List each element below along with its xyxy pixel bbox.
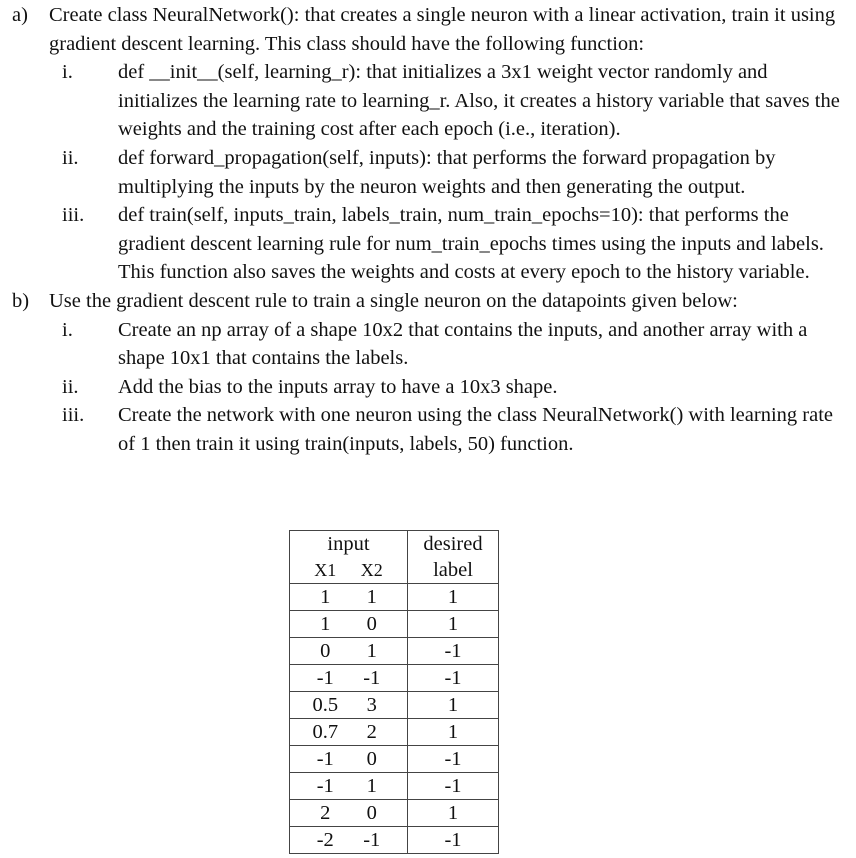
- label-value: 1: [408, 800, 499, 827]
- section-a-item-2: [0, 144, 856, 201]
- x1-value: -2: [316, 829, 334, 851]
- table-subheader-row: [290, 557, 499, 584]
- input-cell: [290, 773, 408, 800]
- label-value: 1: [408, 692, 499, 719]
- label-value: -1: [408, 773, 499, 800]
- item-text: Create the network with one neuron using the class NeuralNetwork() with learning rate of 1 then train it using train(inputs, labels, 50) function.: [118, 404, 833, 455]
- label-value: 1: [408, 611, 499, 638]
- section-b-item-1: [0, 316, 856, 373]
- header-x2: X2: [360, 560, 383, 580]
- item-marker: ii.: [62, 375, 79, 398]
- item-marker: i.: [62, 318, 73, 341]
- section-b-text: Use the gradient descent rule to train a single neuron on the datapoints given below:: [49, 289, 738, 312]
- x1-value: -1: [316, 775, 334, 797]
- x1-value: -1: [316, 667, 334, 689]
- x2-value: -1: [363, 667, 381, 689]
- item-text: def __init__(self, learning_r): that initializes a 3x1 weight vector randomly and initializes the learning rate to learning_r. Also, it creates a history variable that saves the weights and the training cost after each epoch (i.e., iteration).: [118, 61, 840, 141]
- table-row: [290, 638, 499, 665]
- section-a-marker: a): [12, 4, 28, 26]
- table-row: [290, 611, 499, 638]
- table-row: [290, 827, 499, 854]
- x2-value: 2: [366, 721, 377, 743]
- x2-value: 1: [366, 586, 377, 608]
- document: [0, 1, 856, 459]
- table-row: [290, 746, 499, 773]
- label-value: -1: [408, 827, 499, 854]
- x1-value: 0.5: [312, 694, 339, 716]
- input-cell: [290, 665, 408, 692]
- item-text: Add the bias to the inputs array to have a 10x3 shape.: [118, 375, 558, 398]
- table-body: [290, 584, 499, 854]
- table-row: [290, 665, 499, 692]
- section-b-marker: b): [12, 289, 30, 312]
- datapoints-table-wrap: [289, 530, 499, 854]
- label-value: -1: [408, 746, 499, 773]
- x2-value: 1: [366, 775, 377, 797]
- table-row: [290, 773, 499, 800]
- input-cell: [290, 719, 408, 746]
- input-cell: [290, 611, 408, 638]
- x1-value: 2: [320, 802, 331, 824]
- table-header-row: [290, 531, 499, 558]
- x2-value: 0: [366, 802, 377, 824]
- section-a-item-3: [0, 201, 856, 287]
- table-row: [290, 584, 499, 611]
- x1-value: 1: [320, 613, 331, 635]
- x2-value: 3: [366, 694, 377, 716]
- section-b-item-2: [0, 373, 856, 402]
- input-cell: [290, 638, 408, 665]
- table-row: [290, 800, 499, 827]
- header-x-cell: [290, 557, 408, 584]
- header-desired: desired: [408, 531, 499, 558]
- x1-value: 0.7: [312, 721, 339, 743]
- x2-value: -1: [363, 829, 381, 851]
- label-value: 1: [408, 719, 499, 746]
- header-label: label: [408, 557, 499, 584]
- input-cell: [290, 827, 408, 854]
- item-marker: i.: [62, 61, 73, 84]
- section-a-text: Create class NeuralNetwork(): that creates a single neuron with a linear activation, train it using gradient descent learning. This class should have the following function:: [49, 4, 836, 55]
- item-marker: iii.: [62, 204, 85, 227]
- item-text: def train(self, inputs_train, labels_train, num_train_epochs=10): that performs the gradient descent learning rule for num_train_epochs times using the inputs and labels. This function also saves the weights and costs at every epoch to the history variable.: [118, 204, 824, 284]
- x2-value: 0: [366, 748, 377, 770]
- section-b-item-3: [0, 401, 856, 458]
- x1-value: 0: [320, 640, 331, 662]
- input-cell: [290, 800, 408, 827]
- header-input: input: [290, 531, 408, 558]
- table-row: [290, 719, 499, 746]
- item-marker: ii.: [62, 146, 79, 169]
- table-row: [290, 692, 499, 719]
- section-b: [0, 287, 856, 316]
- section-a: [0, 1, 856, 58]
- item-marker: iii.: [62, 404, 85, 427]
- x2-value: 1: [366, 640, 377, 662]
- input-cell: [290, 584, 408, 611]
- x2-value: 0: [366, 613, 377, 635]
- input-cell: [290, 746, 408, 773]
- header-x1: X1: [314, 560, 337, 580]
- label-value: -1: [408, 665, 499, 692]
- item-text: Create an np array of a shape 10x2 that contains the inputs, and another array with a shape 10x1 that contains the labels.: [118, 318, 808, 370]
- input-cell: [290, 692, 408, 719]
- datapoints-table: [289, 530, 499, 854]
- label-value: 1: [408, 584, 499, 611]
- section-a-item-1: [0, 58, 856, 144]
- label-value: -1: [408, 638, 499, 665]
- x1-value: -1: [316, 748, 334, 770]
- x1-value: 1: [320, 586, 331, 608]
- item-text: def forward_propagation(self, inputs): that performs the forward propagation by multiplying the inputs by the neuron weights and then generating the output.: [118, 146, 776, 198]
